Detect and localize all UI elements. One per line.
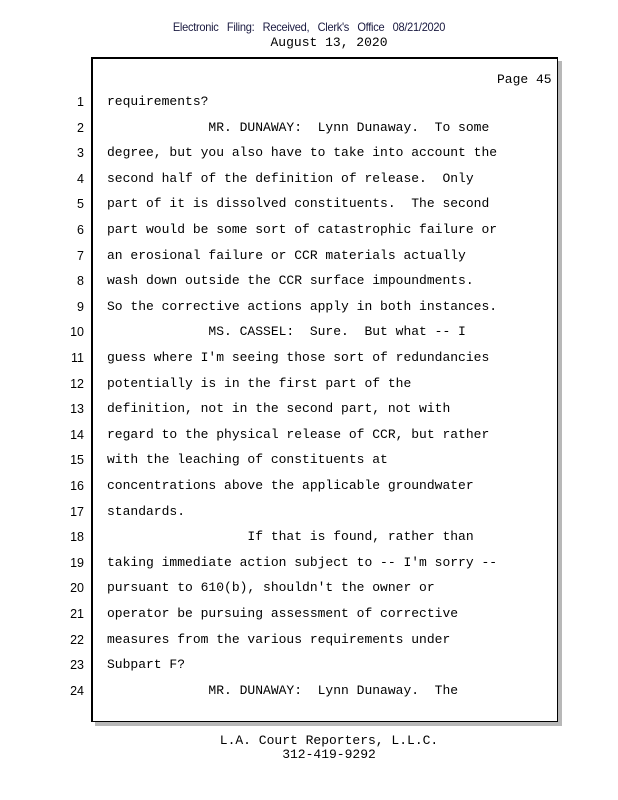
transcript-line: part of it is dissolved constituents. The second [107, 196, 490, 212]
line-number: 9 [77, 299, 84, 314]
line-number: 2 [77, 120, 84, 135]
transcript-line: If that is found, rather than [107, 529, 474, 545]
transcript-line: measures from the various requirements under [107, 631, 451, 647]
line-number: 14 [70, 427, 84, 442]
line-number: 16 [70, 479, 84, 493]
line-number: 12 [70, 376, 84, 391]
page-number: Page 45 [497, 72, 552, 87]
line-number: 13 [70, 402, 84, 417]
transcript-line: degree, but you also have to take into account the [107, 145, 498, 161]
line-number: 6 [77, 223, 84, 237]
transcript-line: potentially is in the first part of the [107, 375, 412, 391]
transcript-line: second half of the definition of release. Only [107, 170, 474, 186]
line-number: 8 [77, 274, 84, 289]
line-number: 4 [77, 171, 84, 186]
transcript-line: definition, not in the second part, not with [107, 401, 451, 417]
transcript-line: So the corrective actions apply in both instances. [107, 298, 498, 314]
line-number: 22 [70, 632, 84, 647]
transcript-line: MR. DUNAWAY: Lynn Dunaway. To some [107, 119, 490, 135]
transcript-line: regard to the physical release of CCR, but rather [107, 426, 490, 442]
transcript-line: an erosional failure or CCR materials actually [107, 247, 466, 263]
transcript-line: wash down outside the CCR surface impoundments. [107, 273, 474, 289]
transcript-line: guess where I'm seeing those sort of redundancies [107, 350, 490, 365]
transcript-line: MR. DUNAWAY: Lynn Dunaway. The [107, 682, 459, 698]
line-number: 23 [70, 658, 84, 673]
line-number: 17 [70, 504, 84, 519]
transcript-line: pursuant to 610(b), shouldn't the owner or [107, 580, 435, 596]
transcript-line: requirements? [107, 94, 209, 109]
line-number: 11 [71, 351, 84, 365]
transcript-line: MS. CASSEL: Sure. But what -- I [107, 324, 466, 340]
transcript-line: part would be some sort of catastrophic failure or [107, 222, 498, 237]
line-number: 18 [70, 530, 84, 545]
transcript-line: concentrations above the applicable groundwater [107, 478, 474, 493]
line-number: 5 [77, 197, 84, 212]
footer-phone: 312-419-9292 [282, 747, 376, 762]
line-number: 21 [70, 607, 84, 621]
transcript-date: August 13, 2020 [270, 35, 388, 50]
line-number: 1 [77, 95, 84, 109]
line-number: 10 [70, 325, 84, 340]
transcript-line: taking immediate action subject to -- I'm sorry -- [107, 554, 498, 570]
line-number: 3 [77, 146, 84, 161]
transcript-line: operator be pursuing assessment of corrective [107, 606, 459, 621]
transcript-line: standards. [107, 503, 186, 519]
line-number: 7 [77, 248, 84, 263]
line-number: 15 [70, 453, 84, 468]
line-number: 20 [70, 581, 84, 596]
footer-company: L.A. Court Reporters, L.L.C. [219, 733, 439, 748]
filing-stamp: Electronic Filing: Received, Clerk's Office 08/21/2020 [172, 20, 446, 34]
line-number: 19 [70, 555, 84, 570]
transcript-line: Subpart F? [107, 657, 186, 673]
transcript-line: with the leaching of constituents at [107, 452, 388, 468]
line-number: 24 [70, 683, 84, 698]
